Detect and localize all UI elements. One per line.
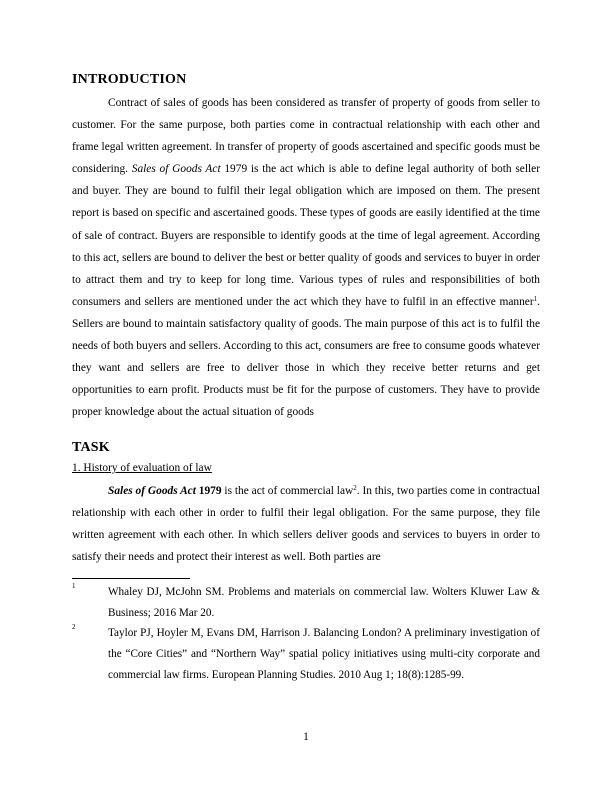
page-number: 1: [303, 731, 309, 743]
task-heading: TASK: [72, 440, 110, 455]
footnote-separator: [72, 578, 190, 579]
act-year-bold: 1979: [198, 485, 222, 497]
task-subheading: 1. History of evaluation of law: [72, 462, 212, 474]
footnote-number: 1: [72, 582, 76, 590]
footnote-number: 2: [72, 623, 76, 631]
introduction-heading: INTRODUCTION: [72, 72, 187, 87]
act-name-italic: Sales of Goods Act: [131, 163, 221, 176]
footnote-text: Taylor PJ, Hoyler M, Evans DM, Harrison J. Balancing London? A preliminary investigation of the “Core Cities” and “Northern Way” spatial policy initiatives using multi-city corporate and commercial law firms. European Planning Studies. 2010 Aug 1; 18(8):1285-99.: [108, 627, 540, 681]
act-name-bold-italic: Sales of Goods Act: [108, 485, 196, 497]
task-text-part2: . In this, two parties come in contractual relationship with each other in order to fulfil their legal obligation. For the same purpose, they file written agreement with each other. In which sellers deliver goods and services to buyers in order to satisfy their needs and protect their interest as well. Both parties are: [72, 485, 540, 564]
introduction-paragraph: [72, 92, 540, 423]
intro-text-part2: 1979 is the act which is able to define legal authority of both seller and buyer. They are bound to fulfil their legal obligation which are imposed on them. The present report is based on specific and ascertained goods. These types of goods are easily identified at the time of sale of contract. Buyers are responsible to identify goods at the time of legal agreement. According to this act, sellers are bound to deliver the best or better quality of goods and services to buyer in order to attract them and try to keep for long time. Various types of rules and responsibilities of both consumers and sellers are mentioned under the act which they have to fulfil in an effective manner: [72, 163, 540, 308]
task-paragraph: [72, 480, 540, 568]
footnote-2: [72, 623, 540, 686]
task-text-part1: is the act of commercial law: [221, 485, 354, 497]
intro-text-part1: Contract of sales of goods has been considered as transfer of property of goods from seller to customer. For the same purpose, both parties come in contractual relationship with each other and frame legal written agreement. In transfer of property of goods ascertained and specific goods must be considering.: [72, 97, 540, 176]
footnote-1: [72, 582, 540, 624]
footnote-ref-2[interactable]: 2: [353, 484, 357, 492]
footnote-text: Whaley DJ, McJohn SM. Problems and materials on commercial law. Wolters Kluwer Law & Business; 2016 Mar 20.: [108, 586, 540, 619]
intro-text-part3: . Sellers are bound to maintain satisfactory quality of goods. The main purpose of this act is to fulfil the needs of both buyers and sellers. According to this act, consumers are free to consume goods whatever they want and sellers are free to deliver those in which they receive better returns and get opportunities to earn profit. Products must be fit for the purpose of customers. They have to provide proper knowledge about the actual situation of goods: [72, 295, 540, 419]
footnote-ref-1[interactable]: 1: [533, 294, 538, 303]
